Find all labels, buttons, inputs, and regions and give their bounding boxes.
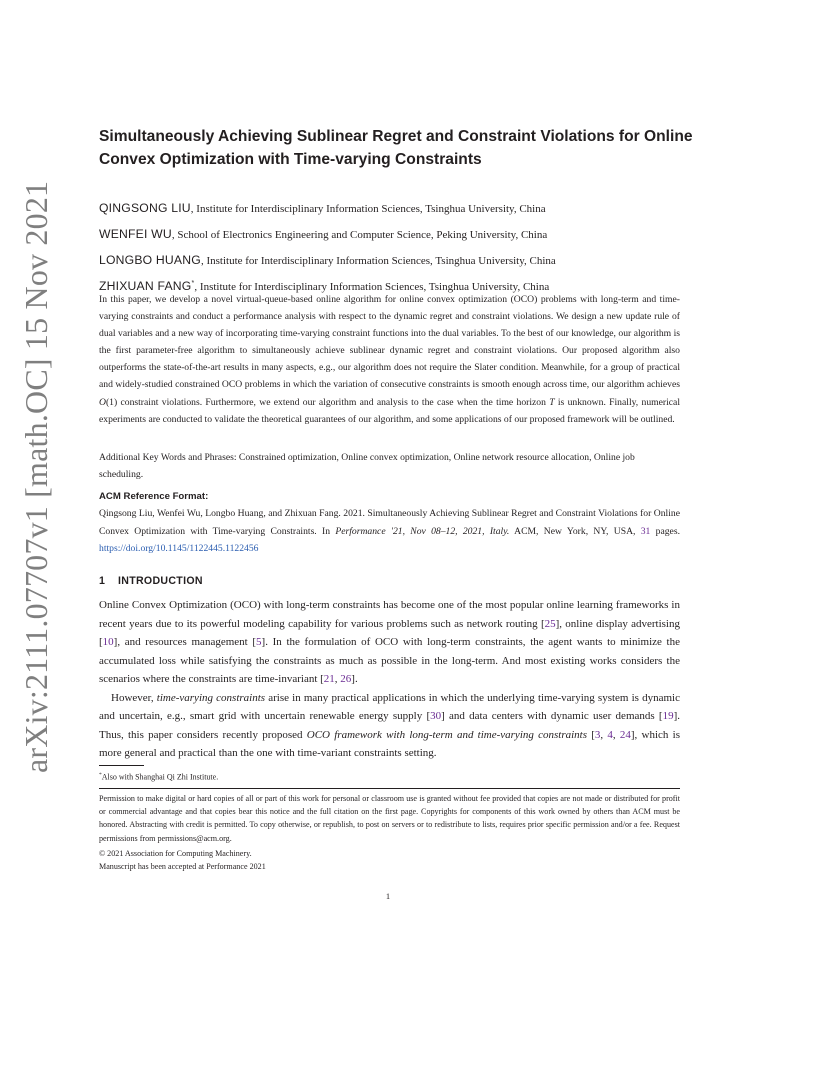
citation-link[interactable]: 30 xyxy=(430,710,442,722)
math-big-o: O xyxy=(99,396,106,408)
author-list xyxy=(99,195,739,298)
intro-paragraph: Online Convex Optimization (OCO) with long-term constraints has become one of the most popular online learning frameworks in recent years due to its powerful modeling capability for various problems such as network routing [25], online display advertising [10], and resources management [5]. In the formulation of OCO with long-term constraints, the agent wants to minimize the accumulated loss while satisfying the constraints as much as possible in the long-term. And most existing works considers the scenarios where the constraints are time-invariant [21, 26]. xyxy=(99,599,680,685)
author-affiliation: , Institute for Interdisciplinary Information Sciences, Tsinghua University, China xyxy=(190,203,546,216)
author-entry xyxy=(99,221,739,247)
acm-reference-heading: ACM Reference Format: xyxy=(99,491,209,502)
citation-link[interactable]: 24 xyxy=(619,728,631,741)
venue: Performance '21, Nov 08–12, 2021, Italy. xyxy=(335,525,510,537)
footnote-mark: * xyxy=(99,772,102,778)
citation-link[interactable]: 4 xyxy=(607,728,613,741)
emphasis: time-varying constraints xyxy=(156,691,266,704)
author-affiliation: , Institute for Interdisciplinary Information Sciences, Tsinghua University, China xyxy=(200,254,556,267)
keywords: Additional Key Words and Phrases: Constrained optimization, Online convex optimization, Online network resource allocation, Online job scheduling. xyxy=(99,452,635,481)
citation-link[interactable]: 26 xyxy=(340,673,352,685)
abstract: In this paper, we develop a novel virtual-queue-based online algorithm for online convex optimization (OCO) problems with long-term and time-varying constraints and conduct a performance analysis with respect to the dynamic regret and constraint violations. We design a new update rule of dual variables and a new way of incorporating time-varying constraint functions into the dual variables. To the best of our knowledge, our algorithm is the first parameter-free algorithm to simultaneously achieve sublinear dynamic regret and constraint violations. Our proposed algorithm also outperforms the state-of-the-art results in many aspects, e.g., our algorithm does not require the Slater condition. Meanwhile, for a group of practical and widely-studied constrained OCO problems in which the variation of consecutive constraints is smooth enough across time, our algorithm achieves O(1) constraint violations. Furthermore, we extend our algorithm and analysis to the case when the time horizon T is unknown. Finally, numerical experiments are conducted to validate the theoretical guarantees of our algorithm, and some applications of our proposed framework will be outlined. xyxy=(99,294,680,425)
copyright-block xyxy=(99,847,266,873)
author-entry xyxy=(99,247,739,273)
citation-link[interactable]: 25 xyxy=(544,617,556,630)
acm-reference-text: Qingsong Liu, Wenfei Wu, Longbo Huang, and Zhixuan Fang. 2021. Simultaneously Achieving Sublinear Regret and Constraint Violations for Online Convex Optimization with Time-varying Constraints. In Performance '21, Nov 08–12, 2021, Italy. ACM, New York, NY, USA, 31 pages. https://doi.org/10.1145/1122445.1122456 xyxy=(99,508,680,555)
author-name: ZHIXUAN FANG* xyxy=(99,278,195,293)
section-heading xyxy=(99,573,203,590)
page-count-link[interactable]: 31 xyxy=(640,525,651,537)
author-name: LONGBO HUANG xyxy=(99,252,201,267)
author-entry xyxy=(99,195,739,221)
author-name: QINGSONG LIU xyxy=(99,201,191,216)
citation-link[interactable]: 3 xyxy=(594,728,601,741)
citation-link[interactable]: 10 xyxy=(102,636,114,648)
permission-notice: Permission to make digital or hard copies of all or part of this work for personal or classroom use is granted without fee provided that copies are not made or distributed for profit or commercial advantage and that copies bear this notice and the full citation on the first page. Copyrights for components of this work owned by others than ACM must be honored. Abstracting with credit is permitted. To copy otherwise, or republish, to post on servers or to redistribute to lists, requires prior specific permission and/or a fee. Request permissions from permissions@acm.org. xyxy=(99,794,680,843)
math-time-horizon: T xyxy=(549,396,555,408)
section-number: 1 xyxy=(99,575,106,587)
footnote-divider xyxy=(99,765,144,766)
author-affiliation: , Institute for Interdisciplinary Information Sciences, Tsinghua University, China xyxy=(194,280,550,293)
citation-link[interactable]: 21 xyxy=(323,673,335,685)
author-affiliation: , School of Electronics Engineering and Computer Science, Peking University, China xyxy=(171,228,548,241)
manuscript-note: Manuscript has been accepted at Performance 2021 xyxy=(99,862,266,872)
doi-link[interactable]: https://doi.org/10.1145/1122445.1122456 xyxy=(99,543,259,555)
introduction-text xyxy=(99,596,680,763)
citation-link[interactable]: 19 xyxy=(662,710,674,722)
citation-link[interactable]: 5 xyxy=(256,636,262,648)
emphasis: OCO framework with long-term and time-varying constraints xyxy=(306,728,588,741)
footnote: *Also with Shanghai Qi Zhi Institute. xyxy=(99,772,219,782)
section-title: INTRODUCTION xyxy=(118,575,203,587)
permission-divider xyxy=(99,788,680,789)
author-mark: * xyxy=(191,279,195,287)
arxiv-stamp: arXiv:2111.07707v1 [math.OC] 15 Nov 2021 xyxy=(18,180,54,773)
paper-title: Simultaneously Achieving Sublinear Regret and Constraint Violations for Online Convex Optimization with Time-varying Constraints xyxy=(99,128,693,168)
copyright-line: © 2021 Association for Computing Machinery. xyxy=(99,849,252,858)
intro-paragraph: However, time-varying constraints arise in many practical applications in which the underlying time-varying system is dynamic and uncertain, e.g., smart grid with uncertain renewable energy supply [30] and data centers with dynamic user demands [19]. Thus, this paper considers recently proposed OCO framework with long-term and time-varying constraints [3, 4, 24], which is more general and practical than the one with time-variant constraints setting. xyxy=(99,691,680,759)
author-name: WENFEI WU xyxy=(99,226,172,241)
page-number: 1 xyxy=(385,891,391,901)
